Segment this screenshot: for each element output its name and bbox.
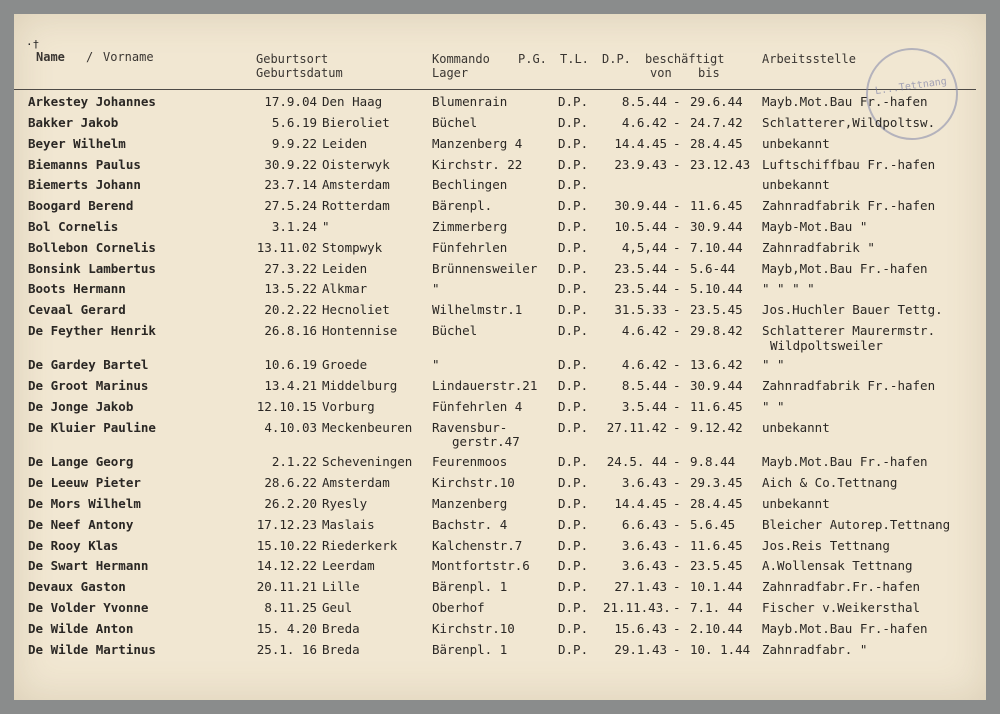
record-employed-until: 9.8.44 — [690, 454, 736, 469]
record-birthplace: Rotterdam — [322, 198, 390, 213]
record-employed-from: 14.4.45 — [614, 136, 667, 151]
record-employed-until: 28.4.45 — [690, 136, 743, 151]
record-status: D.P. — [558, 558, 589, 573]
record-employed-until: 5.6.45 — [690, 517, 736, 532]
pen-mark: ·† — [26, 38, 40, 51]
record-employed-from: 3.6.43 — [621, 475, 667, 490]
table-row — [0, 400, 1000, 418]
table-row — [0, 358, 1000, 376]
record-employed-until: 30.9.44 — [690, 378, 743, 393]
record-name: Arkestey Johannes — [28, 94, 156, 109]
record-employed-from: 30.9.44 — [614, 198, 667, 213]
record-workplace: Bleicher Autorep.Tettnang — [762, 517, 951, 532]
record-birthdate: 20.11.21 — [256, 579, 317, 594]
record-status: D.P. — [558, 399, 589, 414]
range-dash: - — [673, 115, 681, 130]
record-lager: Kalchenstr.7 — [432, 538, 523, 553]
table-row — [0, 455, 1000, 473]
record-employed-from: 4,5,44 — [621, 240, 667, 255]
record-employed-from: 3.5.44 — [621, 399, 667, 414]
record-lager: Manzenberg — [432, 496, 508, 511]
header-slash: / — [86, 50, 94, 64]
continuation-work: Wildpoltsweiler — [770, 338, 883, 353]
record-birthplace: Maslais — [322, 517, 375, 532]
record-employed-from: 4.6.42 — [621, 357, 667, 372]
record-employed-from: 14.4.45 — [614, 496, 667, 511]
record-lager: Kirchstr. 22 — [432, 157, 523, 172]
record-birthdate: 5.6.19 — [271, 115, 317, 130]
range-dash: - — [673, 240, 681, 255]
continuation-lager: gerstr.47 — [452, 434, 520, 449]
record-name: De Neef Antony — [28, 517, 134, 532]
record-lager: " — [432, 357, 440, 372]
record-name: De Wilde Anton — [28, 621, 134, 636]
record-name: De Mors Wilhelm — [28, 496, 141, 511]
record-employed-until: 2.10.44 — [690, 621, 743, 636]
record-name: Bonsink Lambertus — [28, 261, 156, 276]
table-row — [0, 622, 1000, 640]
table-row — [0, 262, 1000, 280]
range-dash: - — [673, 600, 681, 615]
record-workplace: Zahnradfabr.Fr.-hafen — [762, 579, 921, 594]
record-birthplace: Riederkerk — [322, 538, 398, 553]
record-birthdate: 3.1.24 — [271, 219, 317, 234]
record-employed-until: 5.10.44 — [690, 281, 743, 296]
record-birthdate: 26.2.20 — [264, 496, 317, 511]
record-lager: Büchel — [432, 115, 478, 130]
record-workplace: Fischer v.Weikersthal — [762, 600, 921, 615]
record-status: D.P. — [558, 261, 589, 276]
record-lager: Kirchstr.10 — [432, 475, 515, 490]
record-birthdate: 27.3.22 — [264, 261, 317, 276]
record-status: D.P. — [558, 177, 589, 192]
record-status: D.P. — [558, 621, 589, 636]
record-employed-from: 23.5.44 — [614, 261, 667, 276]
record-birthdate: 4.10.03 — [264, 420, 317, 435]
record-employed-from: 4.6.42 — [621, 115, 667, 130]
range-dash: - — [673, 496, 681, 511]
record-employed-from: 27.11.42 — [606, 420, 667, 435]
record-status: D.P. — [558, 219, 589, 234]
table-row — [0, 220, 1000, 238]
record-name: De Leeuw Pieter — [28, 475, 141, 490]
table-row — [0, 116, 1000, 134]
table-row — [0, 601, 1000, 619]
record-lager: Fünfehrlen — [432, 240, 508, 255]
record-status: D.P. — [558, 579, 589, 594]
table-row — [0, 158, 1000, 176]
record-lager: Kirchstr.10 — [432, 621, 515, 636]
header-lager: Lager — [432, 66, 469, 80]
record-employed-until: 28.4.45 — [690, 496, 743, 511]
record-birthplace: Groede — [322, 357, 368, 372]
record-employed-from: 31.5.33 — [614, 302, 667, 317]
table-row — [0, 379, 1000, 397]
record-birthplace: Breda — [322, 642, 360, 657]
record-status: D.P. — [558, 475, 589, 490]
table-row — [0, 518, 1000, 536]
record-birthdate: 17.9.04 — [264, 94, 317, 109]
record-lager: Feurenmoos — [432, 454, 508, 469]
stamp-text: L...Tettnang — [874, 76, 948, 98]
range-dash: - — [673, 579, 681, 594]
range-dash: - — [673, 261, 681, 276]
record-status: D.P. — [558, 642, 589, 657]
record-birthdate: 8.11.25 — [264, 600, 317, 615]
record-workplace: Aich & Co.Tettnang — [762, 475, 898, 490]
record-birthplace: Amsterdam — [322, 177, 390, 192]
record-name: Biemanns Paulus — [28, 157, 141, 172]
record-name: Bollebon Cornelis — [28, 240, 156, 255]
record-lager: Blumenrain — [432, 94, 508, 109]
range-dash: - — [673, 357, 681, 372]
record-status: D.P. — [558, 517, 589, 532]
table-row — [0, 282, 1000, 300]
record-workplace: A.Wollensak Tettnang — [762, 558, 913, 573]
record-lager: Oberhof — [432, 600, 485, 615]
table-row — [0, 580, 1000, 598]
table-row — [0, 643, 1000, 661]
record-status: D.P. — [558, 198, 589, 213]
record-lager: Lindauerstr.21 — [432, 378, 538, 393]
record-birthdate: 13.4.21 — [264, 378, 317, 393]
table-row — [0, 559, 1000, 577]
record-status: D.P. — [558, 538, 589, 553]
record-status: D.P. — [558, 420, 589, 435]
record-lager: Wilhelmstr.1 — [432, 302, 523, 317]
record-birthplace: Ryesly — [322, 496, 368, 511]
record-name: Biemerts Johann — [28, 177, 141, 192]
record-employed-until: 10.1.44 — [690, 579, 743, 594]
record-workplace: unbekannt — [762, 136, 830, 151]
record-employed-until: 24.7.42 — [690, 115, 743, 130]
record-lager: Bärenpl. 1 — [432, 579, 508, 594]
record-birthplace: Leiden — [322, 136, 368, 151]
record-birthplace: Alkmar — [322, 281, 368, 296]
record-employed-until: 11.6.45 — [690, 399, 743, 414]
table-row — [0, 95, 1000, 113]
record-birthdate: 13.11.02 — [256, 240, 317, 255]
record-name: De Volder Yvonne — [28, 600, 149, 615]
record-employed-until: 7.1. 44 — [690, 600, 743, 615]
record-birthplace: Breda — [322, 621, 360, 636]
record-employed-until: 23.12.43 — [690, 157, 751, 172]
table-row — [0, 497, 1000, 515]
record-birthplace: Den Haag — [322, 94, 383, 109]
record-workplace: Jos.Reis Tettnang — [762, 538, 890, 553]
record-birthplace: " — [322, 219, 330, 234]
record-birthplace: Leiden — [322, 261, 368, 276]
table-row — [0, 476, 1000, 494]
record-birthdate: 13.5.22 — [264, 281, 317, 296]
record-name: De Swart Hermann — [28, 558, 149, 573]
range-dash: - — [673, 621, 681, 636]
record-workplace: Schlatterer Maurermstr. — [762, 323, 936, 338]
record-workplace: Jos.Huchler Bauer Tettg. — [762, 302, 943, 317]
range-dash: - — [673, 420, 681, 435]
record-birthdate: 28.6.22 — [264, 475, 317, 490]
record-employed-until: 11.6.45 — [690, 198, 743, 213]
record-lager: Bechlingen — [432, 177, 508, 192]
record-birthdate: 12.10.15 — [256, 399, 317, 414]
record-name: Bakker Jakob — [28, 115, 119, 130]
range-dash: - — [673, 157, 681, 172]
header-beschaeftigt: beschäftigt — [645, 52, 725, 66]
record-employed-until: 10. 1.44 — [690, 642, 751, 657]
record-status: D.P. — [558, 323, 589, 338]
record-lager: Bachstr. 4 — [432, 517, 508, 532]
record-birthdate: 14.12.22 — [256, 558, 317, 573]
record-birthdate: 17.12.23 — [256, 517, 317, 532]
record-workplace: " " — [762, 357, 785, 372]
range-dash: - — [673, 94, 681, 109]
record-name: Cevaal Gerard — [28, 302, 126, 317]
record-birthdate: 10.6.19 — [264, 357, 317, 372]
record-employed-from: 24.5. 44 — [606, 454, 667, 469]
header-kommando: Kommando — [432, 52, 490, 66]
range-dash: - — [673, 323, 681, 338]
record-birthplace: Amsterdam — [322, 475, 390, 490]
record-workplace: Zahnradfabrik " — [762, 240, 875, 255]
record-employed-from: 8.5.44 — [621, 378, 667, 393]
table-row — [0, 303, 1000, 321]
record-birthplace: Hecnoliet — [322, 302, 390, 317]
record-lager: Ravensbur- — [432, 420, 508, 435]
record-birthdate: 15. 4.20 — [256, 621, 317, 636]
record-employed-until: 9.12.42 — [690, 420, 743, 435]
record-birthdate: 27.5.24 — [264, 198, 317, 213]
record-employed-until: 29.3.45 — [690, 475, 743, 490]
range-dash: - — [673, 558, 681, 573]
record-name: Devaux Gaston — [28, 579, 126, 594]
record-name: Bol Cornelis — [28, 219, 119, 234]
record-lager: Büchel — [432, 323, 478, 338]
record-status: D.P. — [558, 281, 589, 296]
record-name: De Kluier Pauline — [28, 420, 156, 435]
record-employed-until: 23.5.45 — [690, 558, 743, 573]
header-bis: bis — [698, 66, 720, 80]
range-dash: - — [673, 281, 681, 296]
table-row — [0, 539, 1000, 557]
record-birthplace: Hontennise — [322, 323, 398, 338]
record-lager: Manzenberg 4 — [432, 136, 523, 151]
record-birthplace: Meckenbeuren — [322, 420, 413, 435]
record-birthdate: 20.2.22 — [264, 302, 317, 317]
record-name: Beyer Wilhelm — [28, 136, 126, 151]
record-workplace: Mayb,Mot.Bau Fr.-hafen — [762, 261, 928, 276]
record-workplace: Luftschiffbau Fr.-hafen — [762, 157, 936, 172]
header-geburtsdatum: Geburtsdatum — [256, 66, 343, 80]
record-name: Boogard Berend — [28, 198, 134, 213]
header-rule — [14, 89, 976, 90]
record-employed-until: 13.6.42 — [690, 357, 743, 372]
record-birthdate: 30.9.22 — [264, 157, 317, 172]
record-employed-until: 29.6.44 — [690, 94, 743, 109]
range-dash: - — [673, 517, 681, 532]
record-lager: Brünnensweiler — [432, 261, 538, 276]
record-status: D.P. — [558, 496, 589, 511]
header-geburtsort: Geburtsort — [256, 52, 329, 66]
record-employed-from: 21.11.43. — [603, 600, 671, 615]
record-lager: Zimmerberg — [432, 219, 508, 234]
record-employed-from: 23.9.43 — [614, 157, 667, 172]
record-status: D.P. — [558, 94, 589, 109]
record-birthdate: 23.7.14 — [264, 177, 317, 192]
range-dash: - — [673, 302, 681, 317]
record-employed-from: 23.5.44 — [614, 281, 667, 296]
record-employed-from: 15.6.43 — [614, 621, 667, 636]
record-employed-from: 8.5.44 — [621, 94, 667, 109]
record-name: De Lange Georg — [28, 454, 134, 469]
record-birthdate: 9.9.22 — [271, 136, 317, 151]
table-row — [0, 137, 1000, 155]
record-status: D.P. — [558, 378, 589, 393]
record-employed-from: 3.6.43 — [621, 538, 667, 553]
range-dash: - — [673, 219, 681, 234]
record-workplace: Mayb.Mot.Bau Fr.-hafen — [762, 454, 928, 469]
record-workplace: Mayb.Mot.Bau Fr.-hafen — [762, 621, 928, 636]
record-birthplace: Oisterwyk — [322, 157, 390, 172]
record-birthplace: Stompwyk — [322, 240, 383, 255]
record-workplace: unbekannt — [762, 496, 830, 511]
range-dash: - — [673, 475, 681, 490]
record-status: D.P. — [558, 357, 589, 372]
record-birthdate: 25.1. 16 — [256, 642, 317, 657]
record-employed-until: 7.10.44 — [690, 240, 743, 255]
record-lager: Montfortstr.6 — [432, 558, 530, 573]
record-birthplace: Lille — [322, 579, 360, 594]
record-employed-until: 5.6-44 — [690, 261, 736, 276]
record-employed-from: 27.1.43 — [614, 579, 667, 594]
record-employed-from: 29.1.43 — [614, 642, 667, 657]
record-birthplace: Scheveningen — [322, 454, 413, 469]
record-employed-until: 29.8.42 — [690, 323, 743, 338]
record-status: D.P. — [558, 136, 589, 151]
record-workplace: unbekannt — [762, 177, 830, 192]
range-dash: - — [673, 454, 681, 469]
record-name: De Rooy Klas — [28, 538, 119, 553]
record-employed-from: 4.6.42 — [621, 323, 667, 338]
record-lager: " — [432, 281, 440, 296]
record-name: De Feyther Henrik — [28, 323, 156, 338]
table-row — [0, 241, 1000, 259]
header-vorname: Vorname — [103, 50, 154, 64]
record-workplace: Zahnradfabrik Fr.-hafen — [762, 378, 936, 393]
table-row — [0, 199, 1000, 217]
record-birthdate: 2.1.22 — [271, 454, 317, 469]
record-status: D.P. — [558, 157, 589, 172]
record-status: D.P. — [558, 302, 589, 317]
record-birthplace: Middelburg — [322, 378, 398, 393]
record-employed-until: 30.9.44 — [690, 219, 743, 234]
record-birthdate: 15.10.22 — [256, 538, 317, 553]
range-dash: - — [673, 136, 681, 151]
header-dp: D.P. — [602, 52, 631, 66]
range-dash: - — [673, 378, 681, 393]
record-status: D.P. — [558, 454, 589, 469]
header-name: Name — [36, 50, 65, 64]
record-birthplace: Vorburg — [322, 399, 375, 414]
record-workplace: Zahnradfabr. " — [762, 642, 868, 657]
record-lager: Bärenpl. 1 — [432, 642, 508, 657]
record-status: D.P. — [558, 240, 589, 255]
record-workplace: Zahnradfabrik Fr.-hafen — [762, 198, 936, 213]
record-name: De Groot Marinus — [28, 378, 149, 393]
record-lager: Fünfehrlen 4 — [432, 399, 523, 414]
range-dash: - — [673, 198, 681, 213]
range-dash: - — [673, 642, 681, 657]
table-row — [0, 178, 1000, 196]
record-birthplace: Leerdam — [322, 558, 375, 573]
header-von: von — [650, 66, 672, 80]
record-name: De Wilde Martinus — [28, 642, 156, 657]
header-tl: T.L. — [560, 52, 589, 66]
record-name: De Jonge Jakob — [28, 399, 134, 414]
record-employed-until: 23.5.45 — [690, 302, 743, 317]
record-workplace: " " — [762, 399, 785, 414]
record-workplace: unbekannt — [762, 420, 830, 435]
record-birthplace: Geul — [322, 600, 353, 615]
range-dash: - — [673, 399, 681, 414]
record-employed-from: 10.5.44 — [614, 219, 667, 234]
record-name: Boots Hermann — [28, 281, 126, 296]
record-workplace: " " " " — [762, 281, 815, 296]
record-status: D.P. — [558, 115, 589, 130]
record-workplace: Mayb.Mot.Bau Fr.-hafen — [762, 94, 928, 109]
record-birthdate: 26.8.16 — [264, 323, 317, 338]
record-lager: Bärenpl. — [432, 198, 493, 213]
range-dash: - — [673, 538, 681, 553]
record-employed-from: 6.6.43 — [621, 517, 667, 532]
record-workplace: Schlatterer,Wildpoltsw. — [762, 115, 936, 130]
record-name: De Gardey Bartel — [28, 357, 149, 372]
header-pg: P.G. — [518, 52, 547, 66]
record-employed-until: 11.6.45 — [690, 538, 743, 553]
record-workplace: Mayb-Mot.Bau " — [762, 219, 868, 234]
record-status: D.P. — [558, 600, 589, 615]
record-birthplace: Bieroliet — [322, 115, 390, 130]
header-arbeitsstelle: Arbeitsstelle — [762, 52, 856, 66]
record-employed-from: 3.6.43 — [621, 558, 667, 573]
